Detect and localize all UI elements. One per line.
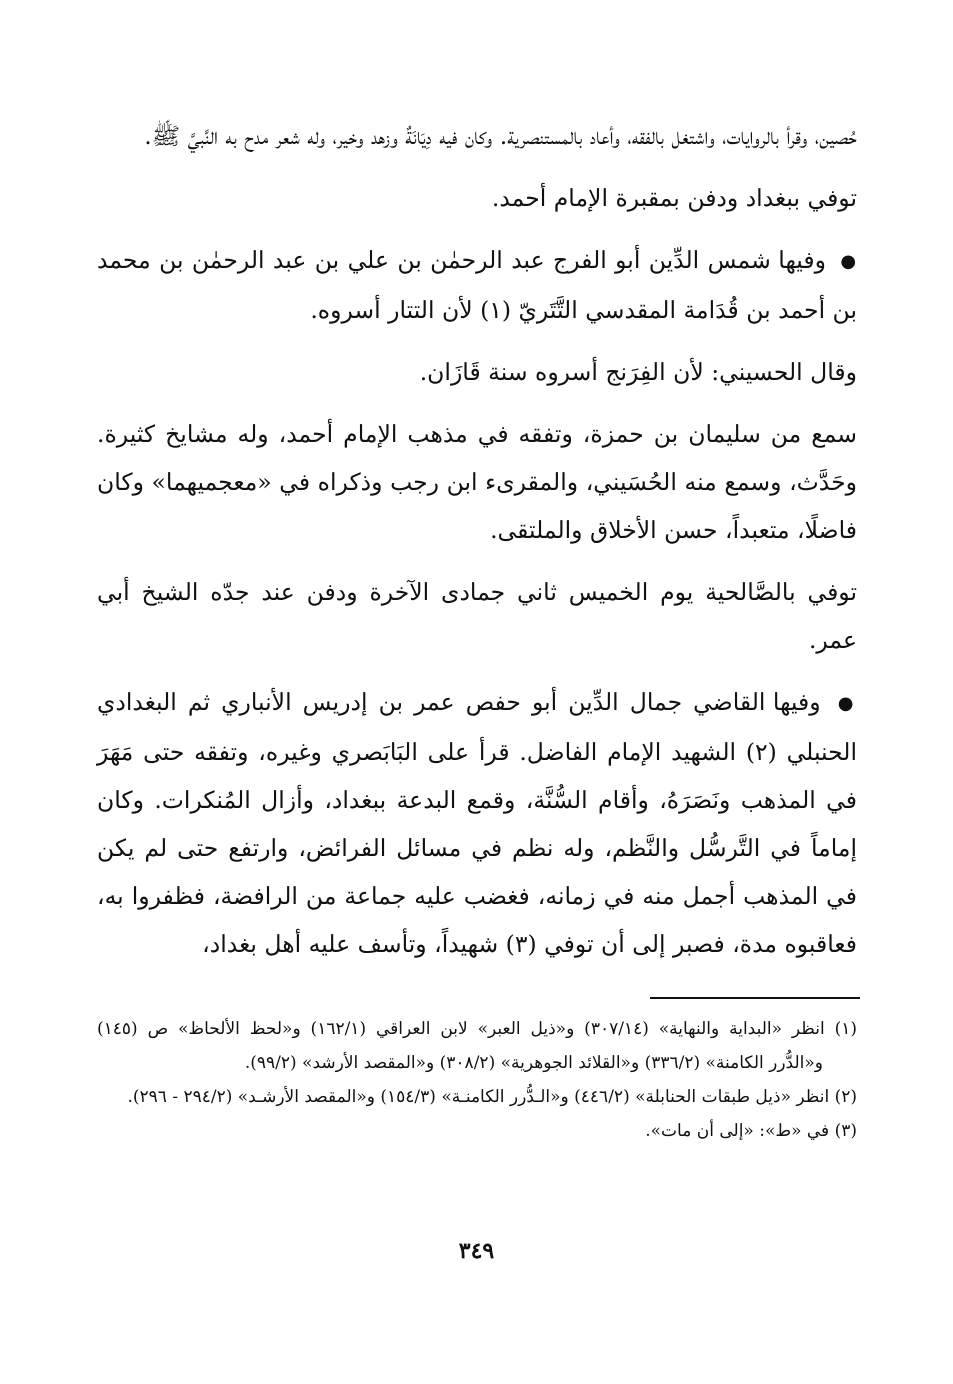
footnote-separator: [650, 997, 860, 999]
paragraph-5: سمع من سليمان بن حمزة، وتفقه في مذهب الإمام أحمد، وله مشايخ كثيرة. وحَدَّث، وسمع منه الحُسَيني، والمقرىء ابن رجب وذكراه في «معجميهما» وكان فاضلًا، متعبداً، حسن الأخلاق والملتقى.: [97, 420, 857, 544]
footnotes: [97, 1012, 857, 1148]
paragraph-4: وقال الحسيني: لأن الفِرَنج أسروه سنة قَازَان.: [419, 358, 857, 386]
bullet-icon: ●: [840, 251, 857, 272]
paragraph-7-text: وفيها القاضي جمال الدِّين أبو حفص عمر بن إدريس الأنباري ثم البغدادي الحنبلي (٢) الشهيد الإمام الفاضل. قرأ على البَابَصري وغيره، وتفقه حتى مَهَرَ في المذهب ونَصَرَهُ، وأقام السُّنَّة، وقمع البدعة ببغداد، وأزال المُنكرات. وكان إماماً في التَّرسُّل والنَّظم، وله نظم في مسائل الفرائض، وارتفع حتى لم يكن في المذهب أجمل منه في زمانه، فغضب عليه جماعة من الرافضة، فظفروا به، فعاقبوه مدة، فصبر إلى أن توفي (٣) شهيداً، وتأسف عليه أهل بغداد،: [97, 688, 857, 958]
footnote-2: (٢) انظر «ذيل طبقات الحنابلة» (٤٤٦/٢) و«الـدُّرر الكامنـة» (١٥٤/٣) و«المقصد الأرشـد» (٢٩٤/٢ - ٢٩٦).: [127, 1087, 857, 1107]
paragraph-6: توفي بالصَّالحية يوم الخميس ثاني جمادى الآخرة ودفن عند جدّه الشيخ أبي عمر.: [97, 578, 857, 654]
paragraph-3: [97, 236, 857, 334]
footnote-1: (١) انظر «البداية والنهاية» (٣٠٧/١٤) و«ذيل العبر» لابن العراقي (١٦٢/١) و«لحظ الألحاظ» ص (١٤٥) و«الدُّرر الكامنة» (٣٣٦/٢) و«القلائد الجوهرية» (٣٠٨/٢) و«المقصد الأرشد» (٩٩/٢).: [97, 1019, 857, 1073]
bullet-icon: ●: [837, 693, 857, 714]
paragraph-3-text: وفيها شمس الدِّين أبو الفرج عبد الرحمٰن بن علي بن عبد الرحمٰن بن محمد بن أحمد بن قُدَامة المقدسي التَّتَريّ (١) لأن التتار أسروه.: [97, 246, 857, 324]
page-number: ٣٤٩: [458, 1238, 495, 1264]
main-text: [97, 112, 857, 982]
footnote-3: (٣) في «ط»: «إلى أن مات».: [645, 1121, 857, 1141]
paragraph-7: [97, 678, 857, 968]
paragraph-2: توفي ببغداد ودفن بمقبرة الإمام أحمد.: [491, 184, 857, 212]
paragraph-1: حُصين، وقرأ بالروايات، واشتغل بالفقه، وأعاد بالمستنصرية. وكان فيه دِيَانَةٌ وزهد وخير، وله شعر مدح به النَّبيَّ ﷺ.: [144, 122, 857, 150]
